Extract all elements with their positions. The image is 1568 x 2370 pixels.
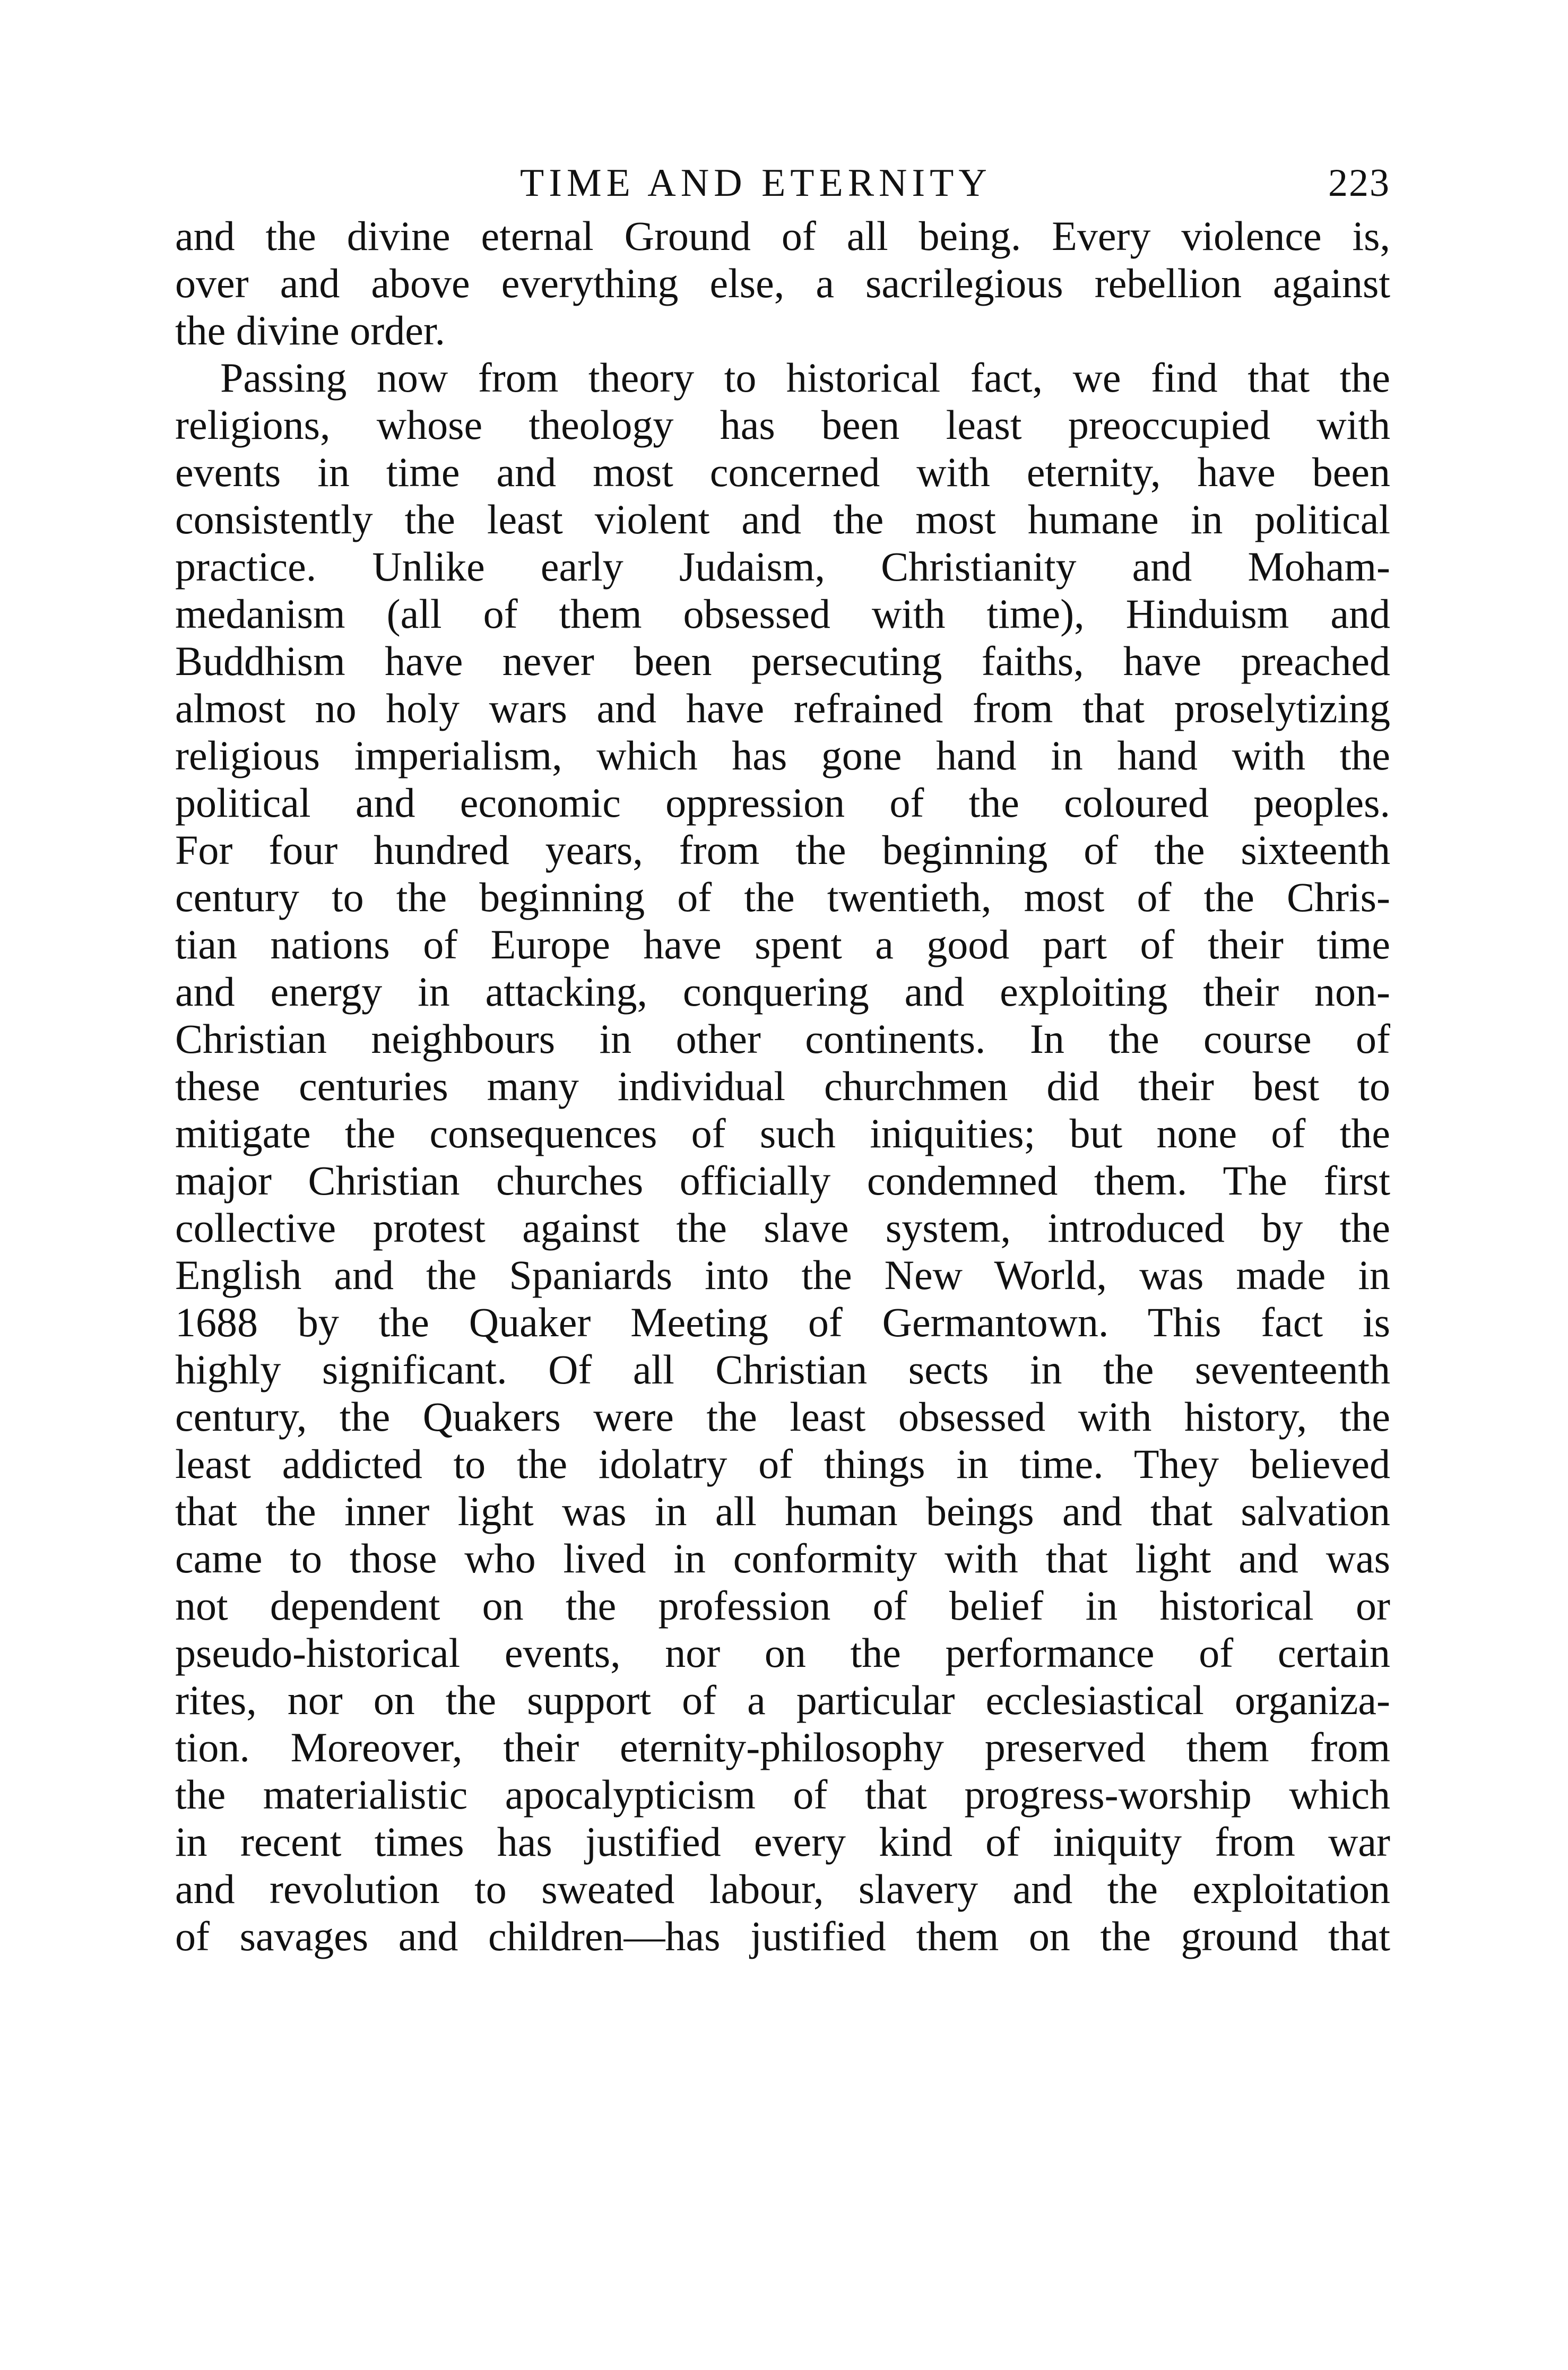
text-line: and energy in attacking, conquering and exploiting their non- bbox=[175, 968, 1390, 1015]
text-line: mitigate the consequences of such iniquities; but none of the bbox=[175, 1110, 1390, 1156]
text-line: century to the beginning of the twentieth, most of the Chris- bbox=[175, 874, 1390, 920]
text-line: tian nations of Europe have spent a good part of their time bbox=[175, 921, 1390, 967]
text-line: these centuries many individual churchmen did their best to bbox=[175, 1063, 1390, 1109]
text-line: Passing now from theory to historical fact, we find that the bbox=[220, 354, 1390, 401]
text-line: 1688 by the Quaker Meeting of Germantown. This fact is bbox=[175, 1299, 1390, 1345]
text-line: and revolution to sweated labour, slavery and the exploitation bbox=[175, 1866, 1390, 1912]
running-title: TIME AND ETERNITY bbox=[520, 161, 992, 205]
text-line: least addicted to the idolatry of things in time. They believed bbox=[175, 1441, 1390, 1487]
text-line: English and the Spaniards into the New World, was made in bbox=[175, 1252, 1390, 1298]
text-line: the divine order. bbox=[175, 307, 446, 353]
text-line: over and above everything else, a sacrilegious rebellion against bbox=[175, 260, 1390, 306]
text-line: in recent times has justified every kind of iniquity from war bbox=[175, 1819, 1390, 1865]
text-line: tion. Moreover, their eternity-philosophy preserved them from bbox=[175, 1724, 1390, 1770]
text-line: medanism (all of them obsessed with time), Hinduism and bbox=[175, 591, 1390, 637]
text-line: consistently the least violent and the most humane in political bbox=[175, 496, 1390, 542]
text-line: major Christian churches officially condemned them. The first bbox=[175, 1157, 1390, 1204]
text-line: rites, nor on the support of a particular ecclesiastical organiza- bbox=[175, 1677, 1390, 1723]
text-line: collective protest against the slave system, introduced by the bbox=[175, 1205, 1390, 1251]
text-line: of savages and children—has justified them on the ground that bbox=[175, 1913, 1390, 1959]
text-line: highly significant. Of all Christian sects in the seventeenth bbox=[175, 1346, 1390, 1392]
text-line: century, the Quakers were the least obsessed with history, the bbox=[175, 1394, 1390, 1440]
text-line: religions, whose theology has been least preoccupied with bbox=[175, 402, 1390, 448]
text-line: political and economic oppression of the coloured peoples. bbox=[175, 780, 1390, 826]
text-line: pseudo-historical events, nor on the performance of certain bbox=[175, 1630, 1390, 1676]
text-line: not dependent on the profession of belief in historical or bbox=[175, 1582, 1390, 1629]
text-line: Buddhism have never been persecuting faiths, have preached bbox=[175, 638, 1390, 684]
text-line: Christian neighbours in other continents. In the course of bbox=[175, 1016, 1390, 1062]
book-page bbox=[175, 154, 1390, 2277]
text-line: and the divine eternal Ground of all being. Every violence is, bbox=[175, 213, 1390, 259]
text-line: almost no holy wars and have refrained from that proselytizing bbox=[175, 685, 1390, 731]
text-line: practice. Unlike early Judaism, Christianity and Moham- bbox=[175, 543, 1390, 590]
running-head bbox=[175, 154, 1390, 212]
text-line: events in time and most concerned with eternity, have been bbox=[175, 449, 1390, 495]
text-line: came to those who lived in conformity with that light and was bbox=[175, 1535, 1390, 1581]
body-text bbox=[175, 212, 1390, 1960]
text-line: For four hundred years, from the beginning of the sixteenth bbox=[175, 827, 1390, 873]
text-line: the materialistic apocalypticism of that progress-worship which bbox=[175, 1771, 1390, 1818]
page-number: 223 bbox=[1328, 161, 1390, 205]
text-line: religious imperialism, which has gone hand in hand with the bbox=[175, 732, 1390, 779]
text-line: that the inner light was in all human beings and that salvation bbox=[175, 1488, 1390, 1534]
